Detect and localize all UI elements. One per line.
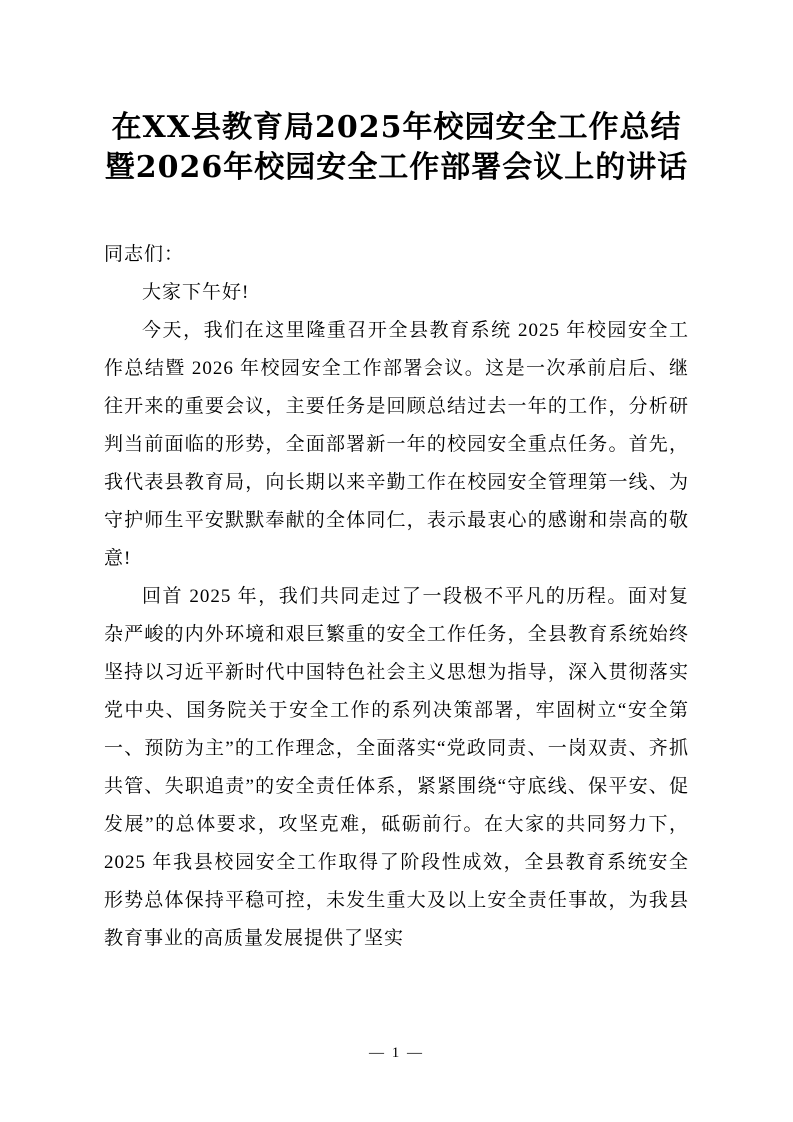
greeting-line: 大家下午好! (142, 282, 250, 303)
page-number: — 1 — (369, 1045, 424, 1061)
paragraph-2: 回首 2025 年，我们共同走过了一段极不平凡的历程。面对复杂严峻的内外环境和艰巨繁重的安全工作任务，全县教育系统始终坚持以习近平新时代中国特色社会主义思想为指导，深入贯彻落实党中央、国务院关于安全工作的系列决策部署，牢固树立“安全第一、预防为主”的工作理念，全面落实“党政同责、一岗双责、齐抓共管、失职追责”的安全责任体系，紧紧围绕“守底线、保平安、促发展”的总体要求，攻坚克难，砥砺前行。在大家的共同努力下，2025 年我县校园安全工作取得了阶段性成效，全县教育系统安全形势总体保持平稳可控，未发生重大及以上安全责任事故，为我县教育事业的高质量发展提供了坚实 (104, 586, 689, 949)
document-body (104, 236, 689, 958)
document-title: 在XX县教育局2025年校园安全工作总结暨2026年校园安全工作部署会议上的讲话 (104, 110, 689, 185)
paragraph-1: 今天，我们在这里隆重召开全县教育系统 2025 年校园安全工作总结暨 2026 年校园安全工作部署会议。这是一次承前启后、继往开来的重要会议，主要任务是回顾总结过去一年的工作，分析研判当前面临的形势，全面部署新一年的校园安全重点任务。首先，我代表县教育局，向长期以来辛勤工作在校园安全管理第一线、为守护师生平安默默奉献的全体同仁，表示最衷心的感谢和崇高的敬意! (104, 320, 689, 569)
salutation: 同志们： (104, 244, 185, 265)
